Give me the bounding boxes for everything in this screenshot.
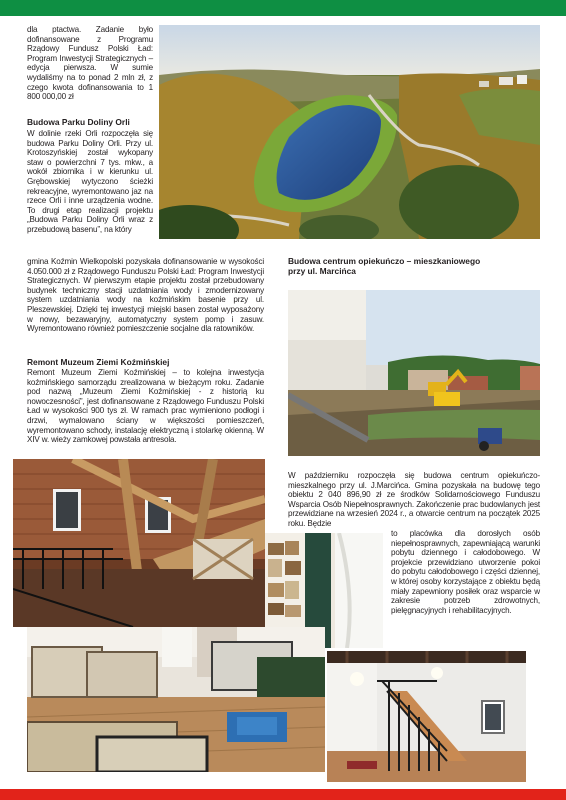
bottom-color-bar [0,789,566,800]
museum-exhibition-hall-photo [27,627,325,772]
center-paragraph-narrow: to placówka dla dorosłych osób niepełnosprawnych, zapewniającą warunki pobytu dziennego i całodobowego. W projekcie przewidziano utworzenie pokoi do pobytu całodobowego i części dziennej, w której osoby korzystające z obiektu będą miały zapewniony posiłek oraz wsparcie w zakresie potrzeb zdrowotnych, pielęgnacyjnych i rehabilitacyjnych. [391,529,540,615]
park-paragraph: W dolinie rzeki Orli rozpoczęła się budowa Parku Doliny Orli. Przy ul. Krotoszyńskiej został wykopany staw o powierzchni 7 tys. mkw., a wokół zbiornika i w kierunku ul. Grębowskiej wytyczono ścieżki rekreacyjne, wyremontowano jaz na rzece Orli i inne urządzenia wodne. To drugi etap realizacji projektu „Budowa Parku Doliny Orli wraz z przebudową basenu”, na który [27,129,153,234]
top-color-bar [0,0,566,16]
museum-staircase-photo [327,651,526,782]
museum-tower-interior-photo [13,459,265,627]
park-paragraph-wide: gmina Koźmin Wielkopolski pozyskała dofinansowanie w wysokości 4.050.000 zł z Rządowego Funduszu Polski Ład: Program Inwestycji Strategicznych. W pierwszym etapie projektu został przebudowany budynek techniczny stacji uzdatniania wody i zmodernizowany system uzdatniania wody na koźmińskim basenie przy ul. Pleszewskiej. Dzięki tej inwestycji miejski basen został wyposażony w nowy, bezawaryjny, automatyczny system pomp i zasuw. Wyremontowano również pomieszczenie socjalne dla ratowników. [27,257,264,334]
construction-site-photo [288,290,540,456]
park-heading: Budowa Parku Doliny Orli [27,117,130,127]
center-paragraph-wide: W październiku rozpoczęła się budowa centrum opiekuńczo-mieszkalnego przy ul. J.Marcińca. Gmina pozyskała na budowę tego obiektu 2 040 896,90 zł ze środków Solidarnościowego Funduszu Wsparcia Osób Niepełnosprawnych. Zakończenie prac budowlanych jest przewidziane na wrzesień 2024 r., a otwarcie centrum na początek 2025 roku. Będzie [288,471,540,528]
museum-heading: Remont Muzeum Ziemi Koźmińskiej [27,357,170,367]
intro-paragraph: dla ptactwa. Zadanie było dofinansowane z Programu Rządowy Fundusz Polski Ład: Program Inwestycji Strategicznych – edycja pierwsza. W sumie wydaliśmy na to ponad 2 mln zł, z czego kwota dofinansowania to 1 800 000,00 zł [27,25,153,102]
museum-paragraph: Remont Muzeum Ziemi Koźmińskiej – to kolejna inwestycja koźmińskiego samorządu zrealizowana w bieżącym roku. Zadanie pod nazwą „Muzeum Ziemi Koźmińskiej - z historią ku nowoczesności”, jest dofinansowane z Rządowego Funduszu Polski Ład w wysokości 900 tys zł. W ramach prac wymieniono podłogi i drzwi, wymalowano ściany w większości pomieszczeń, wyremontowano schody, instalację elektryczną i stolarkę okienną. W XIV w. wieży zamkowej powstała antresola. [27,368,264,445]
center-heading: Budowa centrum opiekuńczo – mieszkaniowego przy ul. Marcińca [288,256,481,276]
park-pond-aerial-photo [159,25,540,239]
